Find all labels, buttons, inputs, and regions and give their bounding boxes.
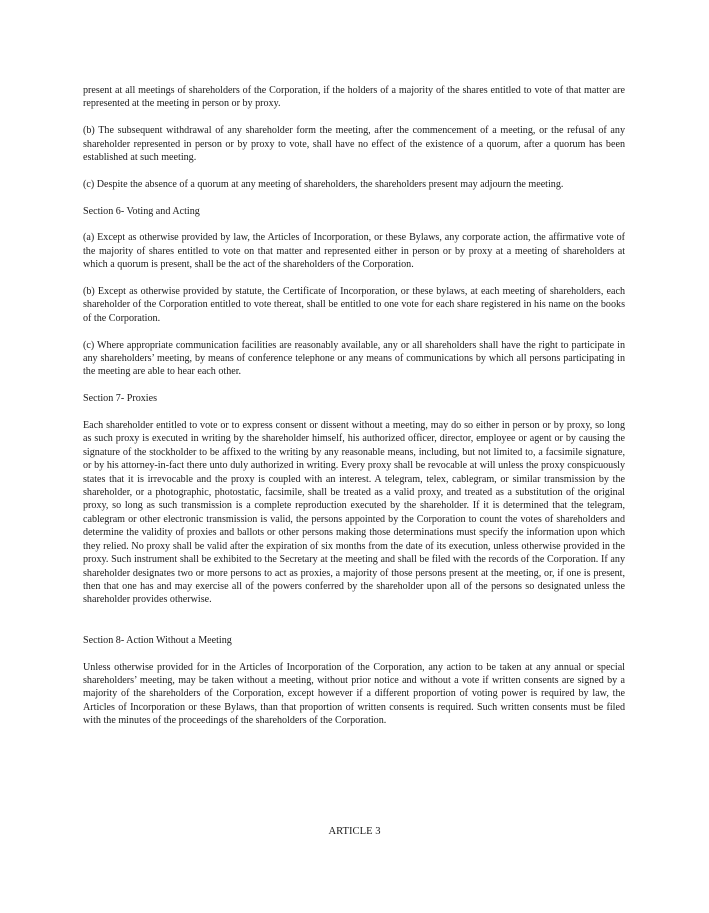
section-7-heading: Section 7- Proxies <box>83 393 158 405</box>
section-6-heading: Section 6- Voting and Acting <box>83 205 200 217</box>
section-6-paragraph-a: (a) Except as otherwise provided by law, the Articles of Incorporation, or these Bylaws, any corporate action, the affirmative vote of the majority of shares entitled to vote on that matter and represented either in person or by proxy at a meeting of shareholders at which a quorum is present, shall be the act of the shareholders of the Corporation. <box>83 232 625 271</box>
paragraph-withdrawal: (b) The subsequent withdrawal of any shareholder form the meeting, after the commencement of a meeting, or the refusal of any shareholder represented in person or by proxy to vote, shall have no effect of the existence of a quorum, after a quorum has been established at such meeting. <box>83 125 625 164</box>
paragraph-quorum-continuation: present at all meetings of shareholders of the Corporation, if the holders of a majority of the shares entitled to vote of that matter are represented at the meeting in person or by proxy. <box>83 85 625 110</box>
page-body <box>83 84 625 728</box>
section-8-body: Unless otherwise provided for in the Articles of Incorporation of the Corporation, any action to be taken at any annual or special shareholders’ meeting, may be taken without a meeting, without prior notice and without a vote if written consents are signed by a majority of the shareholders of the Corporation, except however if a different proportion of voting power is required by law, the Articles of Incorporation or these Bylaws, than that proportion of written consents is required. Such written consents must be filed with the minutes of the proceedings of the shareholders of the Corporation. <box>83 661 625 727</box>
section-6-paragraph-c: (c) Where appropriate communication facilities are reasonably available, any or all shareholders shall have the right to participate in any shareholders’ meeting, by means of conference telephone or any means of communications by which all persons participating in the meeting are able to hear each other. <box>83 339 625 378</box>
section-6-paragraph-b: (b) Except as otherwise provided by statute, the Certificate of Incorporation, or these bylaws, at each meeting of shareholders, each shareholder of the Corporation entitled to vote thereat, shall be entitled to one vote for each share registered in his name on the books of the Corporation. <box>83 286 625 324</box>
section-7-body: Each shareholder entitled to vote or to express consent or dissent without a meeting, may do so either in person or by proxy, so long as such proxy is executed in writing by the shareholder himself, his authorized officer, director, employee or agent or by causing the signature of the stockholder to be affixed to the writing by any reasonable means, including, but not limited to, a facsimile signature, or by his attorney-in-fact there unto duly authorized in writing. Every proxy shall be revocable at will unless the proxy conspicuously states that it is irrevocable and the proxy is coupled with an interest. A telegram, telex, cablegram, or similar transmission by the shareholder, or a photographic, photostatic, facsimile, shall be treated as a valid proxy, and treated as a substitution of the original proxy, so long as such transmission is a complete reproduction executed by the shareholder. If it is determined that the telegram, cablegram or other electronic transmission is valid, the persons appointed by the Corporation to count the votes of shareholders and determine the validity of proxies and ballots or other persons making those determinations must specify the information upon which they relied. No proxy shall be valid after the expiration of six months from the date of its execution, unless otherwise provided in the proxy. Such instrument shall be exhibited to the Secretary at the meeting and shall be filed with the records of the Corporation. If any shareholder designates two or more persons to act as proxies, a majority of those persons present at the meeting, or, if one is present, then that one has and may exercise all of the powers conferred by the shareholder upon all of the persons so designated unless the shareholder provides otherwise. <box>83 420 625 606</box>
section-8-heading: Section 8- Action Without a Meeting <box>83 634 232 646</box>
paragraph-adjourn: (c) Despite the absence of a quorum at any meeting of shareholders, the shareholders present may adjourn the meeting. <box>83 178 564 190</box>
article-heading: ARTICLE 3 <box>328 826 381 837</box>
